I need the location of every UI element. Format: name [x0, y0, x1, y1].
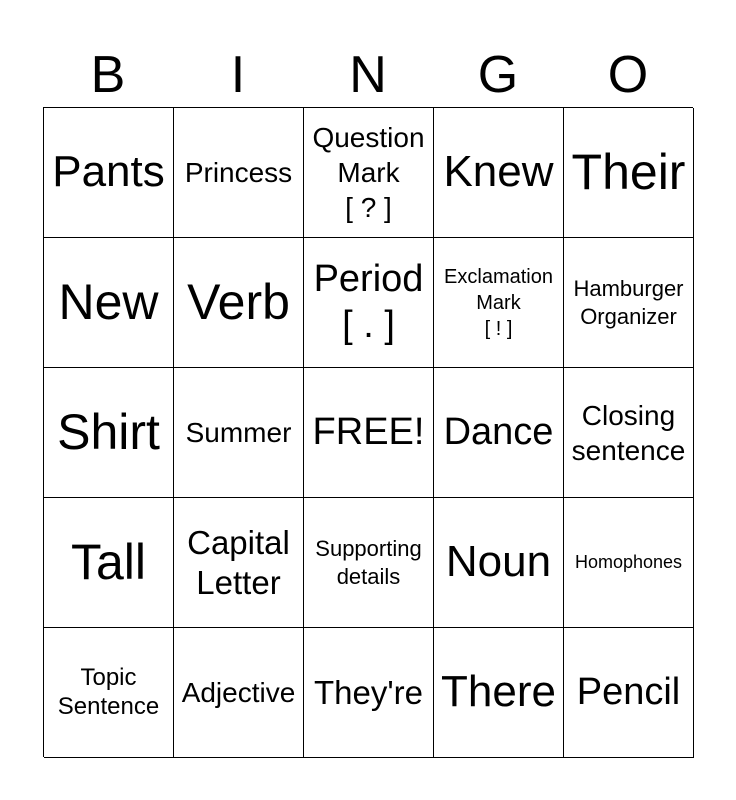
bingo-cell[interactable]: Dance	[434, 368, 564, 498]
header-letter-i: I	[230, 46, 246, 104]
bingo-cell[interactable]: Shirt	[44, 368, 174, 498]
bingo-cell[interactable]: Topic Sentence	[44, 628, 174, 758]
bingo-cell[interactable]: Pants	[44, 108, 174, 238]
bingo-cell[interactable]: Adjective	[174, 628, 304, 758]
header-letter-g: G	[477, 46, 519, 104]
bingo-cell[interactable]: Supporting details	[304, 498, 434, 628]
bingo-cell[interactable]: Tall	[44, 498, 174, 628]
bingo-cell[interactable]: They're	[304, 628, 434, 758]
bingo-cell[interactable]: Summer	[174, 368, 304, 498]
bingo-cell[interactable]: Hamburger Organizer	[564, 238, 694, 368]
bingo-cell[interactable]: Capital Letter	[174, 498, 304, 628]
bingo-cell[interactable]: Closing sentence	[564, 368, 694, 498]
header-letter-o: O	[607, 46, 649, 104]
bingo-cell[interactable]: Question Mark [ ? ]	[304, 108, 434, 238]
bingo-cell[interactable]: New	[44, 238, 174, 368]
bingo-cell[interactable]: Princess	[174, 108, 304, 238]
bingo-cell[interactable]: There	[434, 628, 564, 758]
header-letter-b: B	[90, 46, 126, 104]
bingo-card	[43, 107, 693, 757]
bingo-header	[43, 44, 693, 106]
bingo-cell[interactable]: Knew	[434, 108, 564, 238]
bingo-cell[interactable]: Period [ . ]	[304, 238, 434, 368]
bingo-cell[interactable]: Noun	[434, 498, 564, 628]
bingo-cell[interactable]: Pencil	[564, 628, 694, 758]
bingo-cell[interactable]: Exclamation Mark [ ! ]	[434, 238, 564, 368]
bingo-cell[interactable]: Their	[564, 108, 694, 238]
bingo-cell[interactable]: Homophones	[564, 498, 694, 628]
bingo-cell free-space[interactable]: FREE!	[304, 368, 434, 498]
header-letter-n: N	[349, 46, 387, 104]
bingo-cell[interactable]: Verb	[174, 238, 304, 368]
